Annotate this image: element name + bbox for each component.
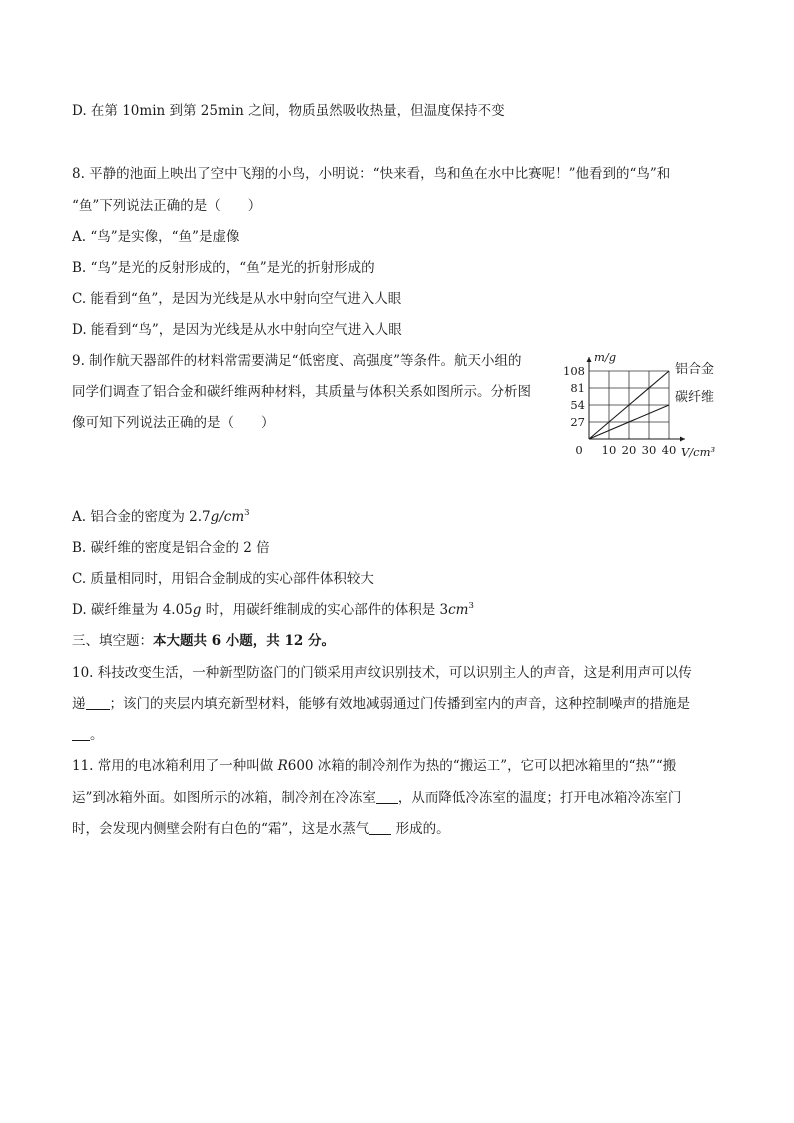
q8-stem-line1: 8. 平静的池面上映出了空中飞翔的小鸟，小明说：“快来看，鸟和鱼在水中比赛呢！”他看到的“鸟”和 bbox=[72, 166, 671, 182]
series-label-1: 铝合金 bbox=[675, 362, 715, 377]
q10-line2 bbox=[72, 694, 690, 714]
q8-option-a: A. “鸟”是实像，“鱼”是虚像 bbox=[72, 229, 240, 245]
q11-line2-pre: 运”到冰箱外面。如图所示的冰箱，制冷剂在冷冻室 bbox=[72, 790, 376, 806]
y-tick-label-81: 81 bbox=[570, 381, 585, 395]
origin-label: 0 bbox=[575, 443, 583, 457]
y-tick-label-108: 108 bbox=[563, 364, 585, 378]
q9-option-b: B. 碳纤维的密度是铝合金的 2 倍 bbox=[72, 540, 270, 556]
section3-header bbox=[72, 631, 335, 651]
series-label-2: 碳纤维 bbox=[675, 390, 715, 405]
section3-desc: 本大题共 6 小题，共 12 分。 bbox=[153, 633, 335, 649]
q9-option-a bbox=[72, 507, 250, 527]
q11-line3-pre: 时，会发现内侧壁会附有白色的“霜”，这是水蒸气 bbox=[72, 821, 370, 837]
q10-line1: 10. 科技改变生活，一种新型防盗门的门锁采用声纹识别技术，可以识别主人的声音，这是利用声可以传 bbox=[72, 665, 692, 681]
q11-blank-1[interactable] bbox=[376, 789, 398, 804]
x-tick-label-40: 40 bbox=[661, 443, 677, 457]
q9-option-d-mid: 时，用碳纤维制成的实心部件的体积是 3 bbox=[201, 602, 449, 618]
q11-line3 bbox=[72, 819, 450, 839]
q11-line3-post: 形成的。 bbox=[391, 821, 450, 837]
q11-line1-r: R bbox=[277, 758, 288, 774]
q8-option-d: D. 能看到“鸟”，是因为光线是从水中射向空气进入人眼 bbox=[72, 322, 402, 338]
section3-title: 三、填空题： bbox=[72, 633, 153, 649]
q11-blank-2[interactable] bbox=[369, 820, 391, 835]
q11-line1-post: 600 冰箱的制冷剂作为热的“搬运工”，它可以把冰箱里的“热”“搬 bbox=[287, 758, 677, 774]
q7-option-d: D. 在第 10min 到第 25min 之间，物质虽然吸收热量，但温度保持不变 bbox=[72, 103, 505, 119]
q8-stem-line2: “鱼”下列说法正确的是（ ） bbox=[72, 198, 262, 214]
q11-line2 bbox=[72, 788, 681, 808]
q8-option-b: B. “鸟”是光的反射形成的，“鱼”是光的折射形成的 bbox=[72, 260, 375, 276]
q9-option-a-exp: 3 bbox=[244, 507, 250, 518]
q10-line2-pre: 递 bbox=[72, 696, 86, 712]
q9-option-d-exp: 3 bbox=[468, 600, 474, 611]
q10-line3-post: 。 bbox=[90, 727, 104, 743]
q10-blank-1[interactable] bbox=[86, 695, 110, 710]
x-axis-label: V/cm³ bbox=[681, 445, 716, 459]
q11-line1 bbox=[72, 756, 676, 776]
y-axis-arrow bbox=[587, 357, 592, 362]
y-tick-label-54: 54 bbox=[570, 398, 585, 412]
q9-option-c: C. 质量相同时，用铝合金制成的实心部件体积较大 bbox=[72, 571, 374, 587]
q8-option-c: C. 能看到“鱼”，是因为光线是从水中射向空气进入人眼 bbox=[72, 291, 402, 307]
x-axis-arrow bbox=[680, 437, 685, 442]
q11-line2-post: ，从而降低冷冻室的温度；打开电冰箱冷冻室门 bbox=[397, 790, 682, 806]
q9-option-d-unit2: cm bbox=[448, 602, 469, 618]
q9-option-a-value: 2.7 bbox=[189, 509, 211, 525]
q9-option-d bbox=[72, 600, 474, 620]
x-tick-label-20: 20 bbox=[621, 443, 637, 457]
q11-line1-pre: 11. 常用的电冰箱利用了一种叫做 bbox=[72, 758, 278, 774]
q9-option-d-text: D. 碳纤维量为 4.05 bbox=[72, 602, 193, 618]
y-axis-label: m/g bbox=[594, 350, 617, 364]
q10-line2-post: ；该门的夹层内填充新型材料，能够有效地减弱通过门传播到室内的声音，这种控制噪声的措施是 bbox=[109, 696, 690, 712]
mass-volume-chart-svg bbox=[562, 352, 732, 467]
x-tick-label-10: 10 bbox=[601, 443, 617, 457]
mass-volume-chart bbox=[562, 352, 732, 467]
q9-option-a-unit: g/cm bbox=[210, 509, 245, 525]
q9-stem-line3: 像可知下列说法正确的是（ ） bbox=[72, 415, 275, 431]
q10-blank-2[interactable] bbox=[72, 726, 90, 741]
q9-stem-line2: 同学们调查了铝合金和碳纤维两种材料，其质量与体积关系如图所示。分析图 bbox=[72, 384, 531, 400]
y-tick-label-27: 27 bbox=[570, 415, 585, 429]
q10-line3 bbox=[72, 725, 104, 745]
q9-option-d-unit1: g bbox=[192, 602, 202, 618]
x-tick-label-30: 30 bbox=[641, 443, 657, 457]
q9-stem-line1: 9. 制作航天器部件的材料常需要满足“低密度、高强度”等条件。航天小组的 bbox=[72, 353, 522, 369]
q9-option-a-text: A. 铝合金的密度为 bbox=[72, 509, 190, 525]
